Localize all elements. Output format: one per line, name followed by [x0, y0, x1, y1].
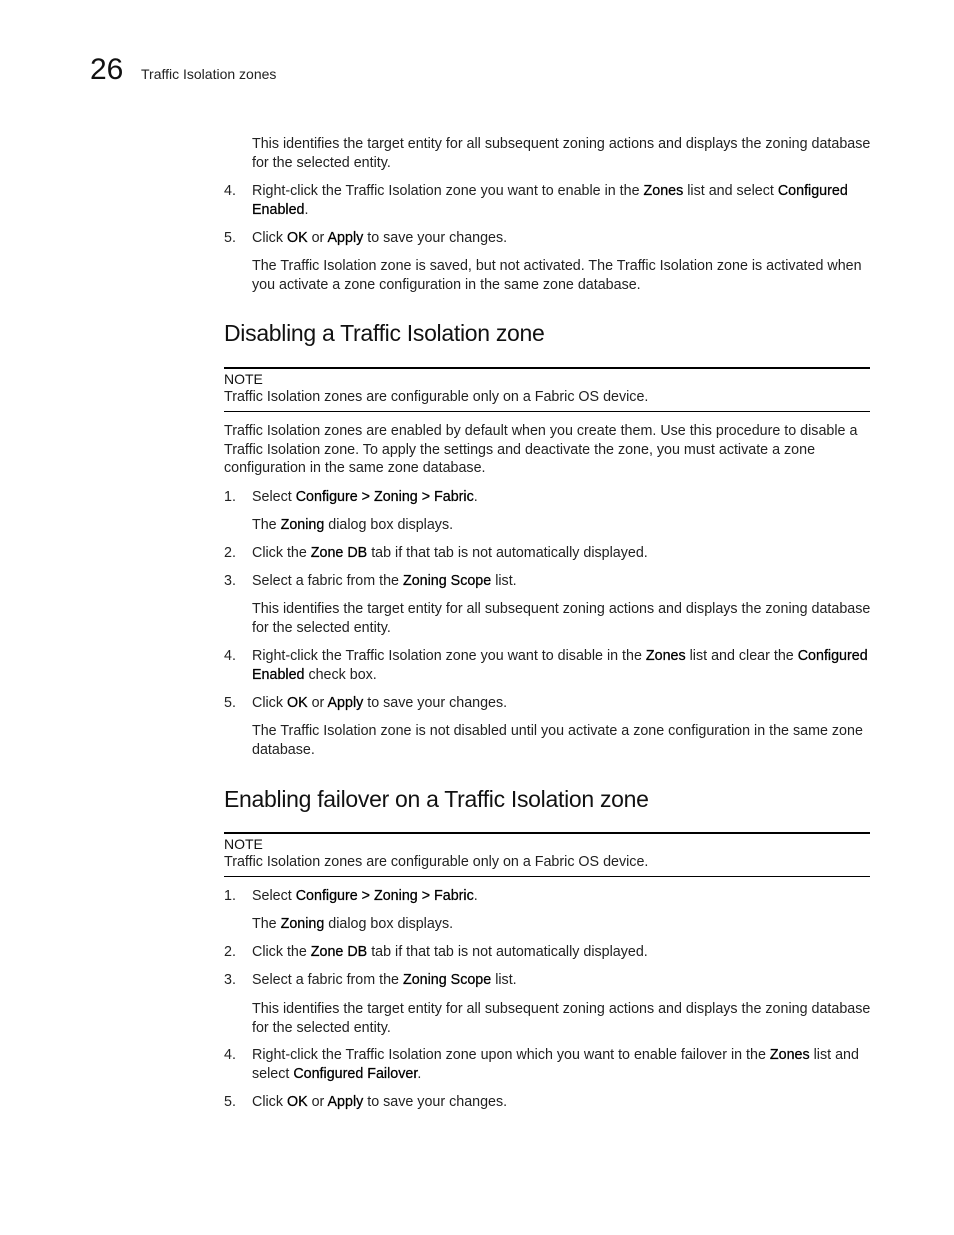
intro-step5-text: Click OK or Apply to save your changes.	[252, 230, 508, 246]
failover-step5-text: Click OK or Apply to save your changes.	[252, 1094, 508, 1110]
disable-intro-paragraph: Traffic Isolation zones are enabled by default when you create them. Use this procedure to disable a Traffic Isolation zone. To apply the settings and deactivate the zone, you must activate a zone configuration in the same zone database.	[224, 423, 858, 477]
note-rule-bottom	[224, 411, 870, 412]
failover-step5-number: 5.	[224, 1094, 236, 1110]
section-heading-disable: Disabling a Traffic Isolation zone	[224, 320, 545, 346]
failover-step3-text: Select a fabric from the Zoning Scope list.	[252, 972, 517, 988]
failover-step4-text: Right-click the Traffic Isolation zone upon which you want to enable failover in the Zones list and select Configured Failover.	[252, 1047, 859, 1082]
note-label: NOTE	[224, 371, 263, 387]
ui-term: Zoning Scope	[402, 972, 492, 988]
failover-step1-result: The Zoning dialog box displays.	[252, 916, 454, 932]
ui-term: Zone DB	[310, 545, 368, 561]
ui-term: Apply	[327, 1094, 364, 1110]
ui-term: Zones	[645, 648, 686, 664]
ui-term: Configured Enabled	[252, 648, 868, 683]
ui-term: Configured Failover	[293, 1065, 418, 1082]
intro-step4-text: Right-click the Traffic Isolation zone you want to enable in the Zones list and select Configured Enabled.	[252, 183, 848, 218]
failover-step1-number: 1.	[224, 888, 236, 904]
note-label: NOTE	[224, 836, 263, 852]
disable-step1-number: 1.	[224, 489, 236, 505]
failover-step2-number: 2.	[224, 944, 236, 960]
disable-step2-number: 2.	[224, 545, 236, 561]
note-rule-bottom	[224, 876, 870, 877]
chapter-number: 26	[90, 53, 124, 86]
disable-step5-result: The Traffic Isolation zone is not disabled until you activate a zone configuration in the same zone database.	[252, 723, 863, 758]
failover-step3-result: This identifies the target entity for all subsequent zoning actions and displays the zoning database for the selected entity.	[252, 1001, 871, 1036]
disable-step2-text: Click the Zone DB tab if that tab is not automatically displayed.	[252, 545, 648, 561]
ui-term: Configure > Zoning > Fabric	[295, 888, 474, 904]
failover-step2-text: Click the Zone DB tab if that tab is not automatically displayed.	[252, 944, 648, 960]
note-rule-top	[224, 832, 870, 834]
failover-step4-number: 4.	[224, 1047, 236, 1063]
ui-term: Zoning	[280, 916, 325, 932]
note-text: Traffic Isolation zones are configurable only on a Fabric OS device.	[224, 854, 649, 870]
disable-step1-result: The Zoning dialog box displays.	[252, 517, 454, 533]
ui-term: OK	[286, 230, 308, 246]
ui-term: OK	[286, 1094, 308, 1110]
ui-term: Configured Enabled	[252, 183, 848, 218]
ui-term: OK	[286, 695, 308, 711]
ui-term: Apply	[327, 230, 364, 246]
ui-term: Zones	[643, 183, 684, 199]
ui-term: Apply	[327, 695, 364, 711]
ui-term: Zone DB	[310, 944, 368, 960]
ui-term: Zones	[769, 1047, 810, 1063]
intro-step4-number: 4.	[224, 183, 236, 199]
failover-step3-number: 3.	[224, 972, 236, 988]
disable-step5-text: Click OK or Apply to save your changes.	[252, 695, 508, 711]
ui-term: Zoning Scope	[402, 573, 492, 589]
disable-step4-number: 4.	[224, 648, 236, 664]
disable-step4-text: Right-click the Traffic Isolation zone you want to disable in the Zones list and clear the Configured Enabled check box.	[252, 648, 868, 683]
note-rule-top	[224, 367, 870, 369]
chapter-title: Traffic Isolation zones	[141, 66, 277, 82]
disable-step3-number: 3.	[224, 573, 236, 589]
disable-step3-text: Select a fabric from the Zoning Scope list.	[252, 573, 517, 589]
disable-step3-result: This identifies the target entity for all subsequent zoning actions and displays the zoning database for the selected entity.	[252, 601, 871, 636]
ui-term: Configure > Zoning > Fabric	[295, 489, 474, 505]
intro-paragraph-saved: The Traffic Isolation zone is saved, but not activated. The Traffic Isolation zone is activated when you activate a zone configuration in the same zone database.	[252, 258, 862, 293]
intro-paragraph-identifies: This identifies the target entity for all subsequent zoning actions and displays the zoning database for the selected entity.	[252, 136, 871, 171]
disable-step5-number: 5.	[224, 695, 236, 711]
ui-term: Zoning	[280, 517, 325, 533]
note-text: Traffic Isolation zones are configurable only on a Fabric OS device.	[224, 389, 649, 405]
disable-step1-text: Select Configure > Zoning > Fabric.	[252, 489, 478, 505]
section-heading-failover: Enabling failover on a Traffic Isolation zone	[224, 786, 649, 812]
failover-step1-text: Select Configure > Zoning > Fabric.	[252, 888, 478, 904]
intro-step5-number: 5.	[224, 230, 236, 246]
